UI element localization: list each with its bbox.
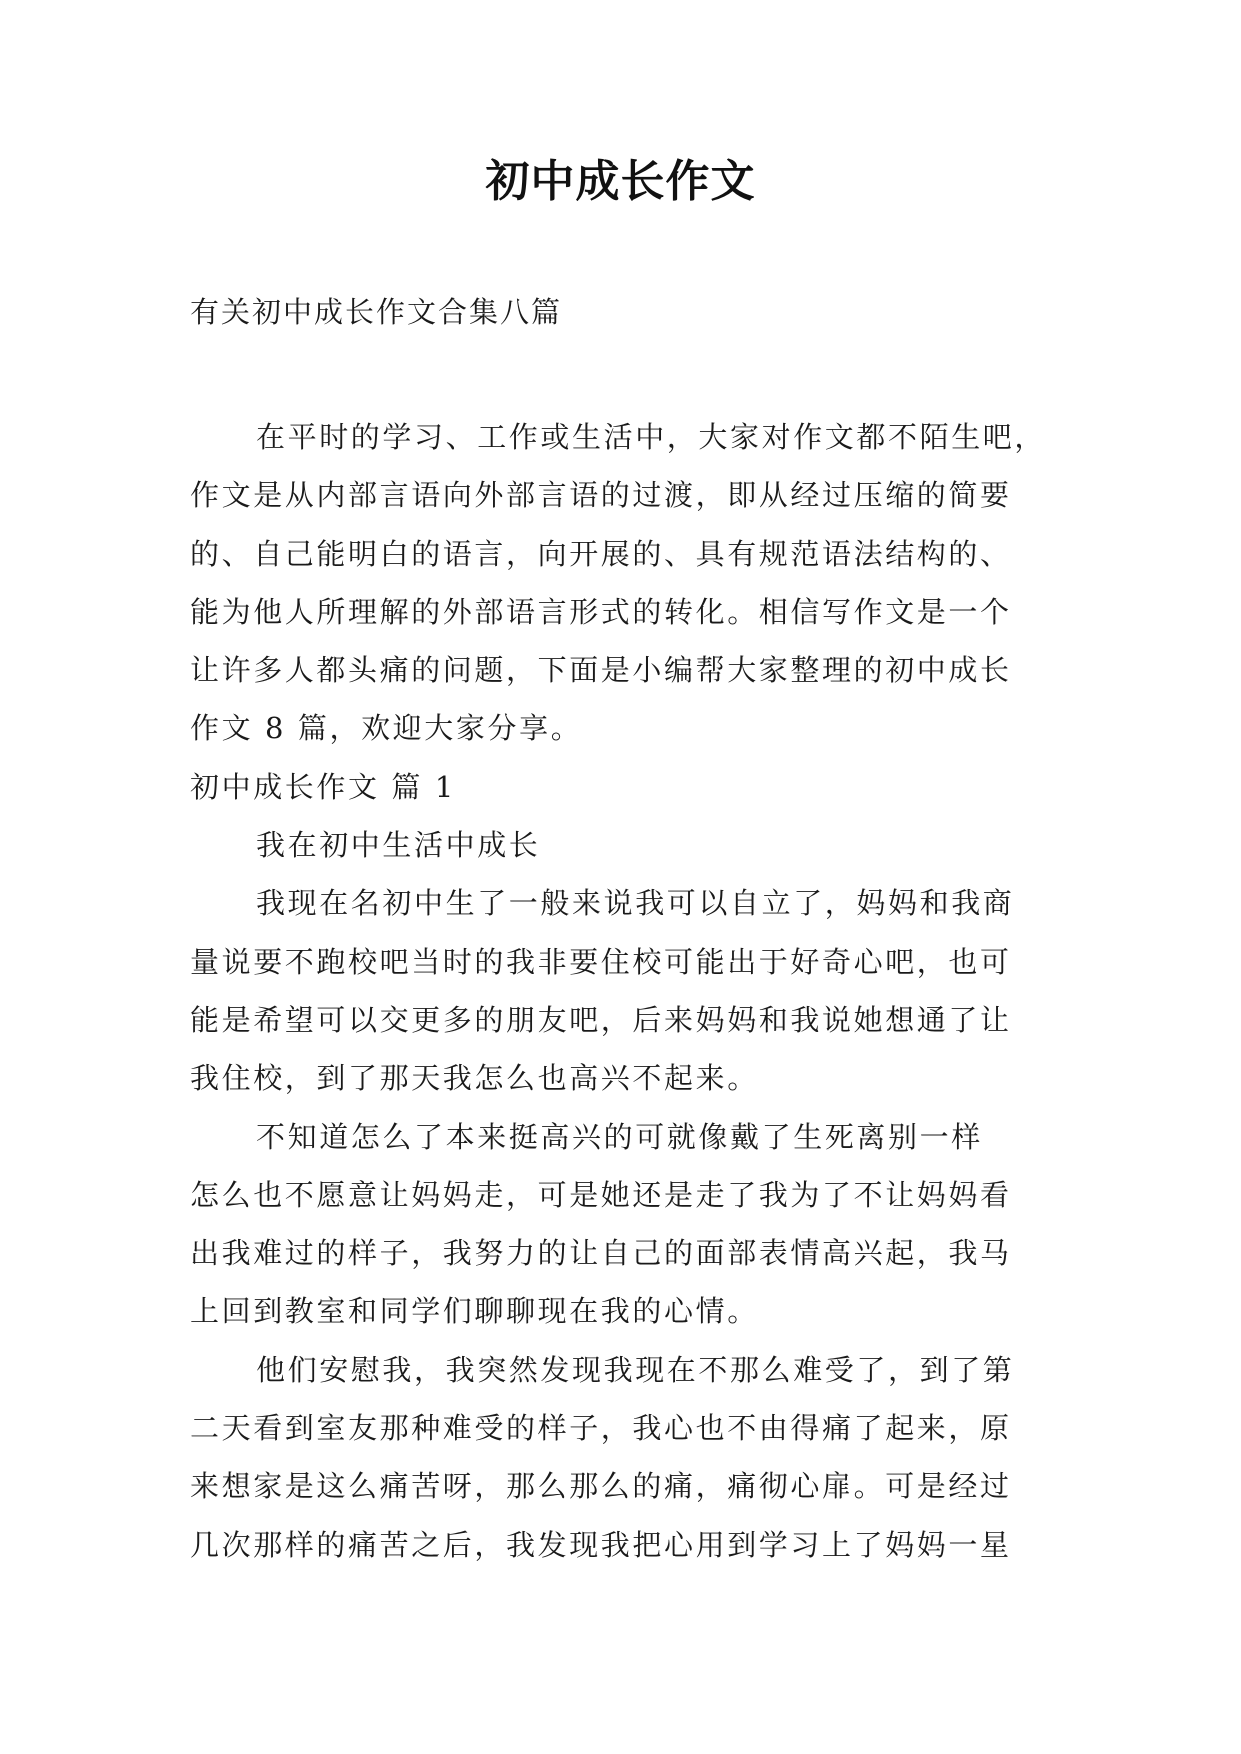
text-line: 几次那样的痛苦之后，我发现我把心用到学习上了妈妈一星 bbox=[190, 1527, 1012, 1562]
text-line: 上回到教室和同学们聊聊现在我的心情。 bbox=[190, 1294, 759, 1329]
document-subtitle: 有关初中成长作文合集八篇 bbox=[190, 295, 563, 329]
text-line: 怎么也不愿意让妈妈走，可是她还是走了我为了不让妈妈看 bbox=[190, 1177, 1012, 1212]
text-line: 的、自己能明白的语言，向开展的、具有规范语法结构的、 bbox=[190, 536, 1012, 571]
text-line: 量说要不跑校吧当时的我非要住校可能出于好奇心吧，也可 bbox=[190, 944, 1012, 979]
text-line: 不知道怎么了本来挺高兴的可就像戴了生死离别一样 bbox=[256, 1119, 983, 1154]
text-line: 能是希望可以交更多的朋友吧，后来妈妈和我说她想通了让 bbox=[190, 1002, 1012, 1037]
text-line: 来想家是这么痛苦呀，那么那么的痛，痛彻心扉。可是经过 bbox=[190, 1469, 1012, 1504]
document-body bbox=[190, 408, 1070, 1574]
document-title: 初中成长作文 bbox=[485, 156, 756, 207]
text-line: 我在初中生活中成长 bbox=[256, 828, 541, 863]
text-line: 二天看到室友那种难受的样子，我心也不由得痛了起来，原 bbox=[190, 1411, 1012, 1446]
text-line: 让许多人都头痛的问题，下面是小编帮大家整理的初中成长 bbox=[190, 653, 1012, 688]
text-line: 我现在名初中生了一般来说我可以自立了，妈妈和我商 bbox=[256, 886, 1015, 921]
text-line: 在平时的学习、工作或生活中，大家对作文都不陌生吧， bbox=[256, 420, 1047, 454]
text-line: 我住校，到了那天我怎么也高兴不起来。 bbox=[190, 1061, 759, 1096]
text-line: 初中成长作文 篇 1 bbox=[190, 769, 456, 804]
text-line: 能为他人所理解的外部语言形式的转化。相信写作文是一个 bbox=[190, 594, 1012, 629]
text-line: 出我难过的样子，我努力的让自己的面部表情高兴起，我马 bbox=[190, 1236, 1012, 1271]
text-line: 作文 8 篇，欢迎大家分享。 bbox=[190, 711, 583, 746]
text-line: 作文是从内部言语向外部言语的过渡，即从经过压缩的简要 bbox=[190, 478, 1012, 513]
text-line: 他们安慰我，我突然发现我现在不那么难受了，到了第 bbox=[256, 1352, 1015, 1387]
